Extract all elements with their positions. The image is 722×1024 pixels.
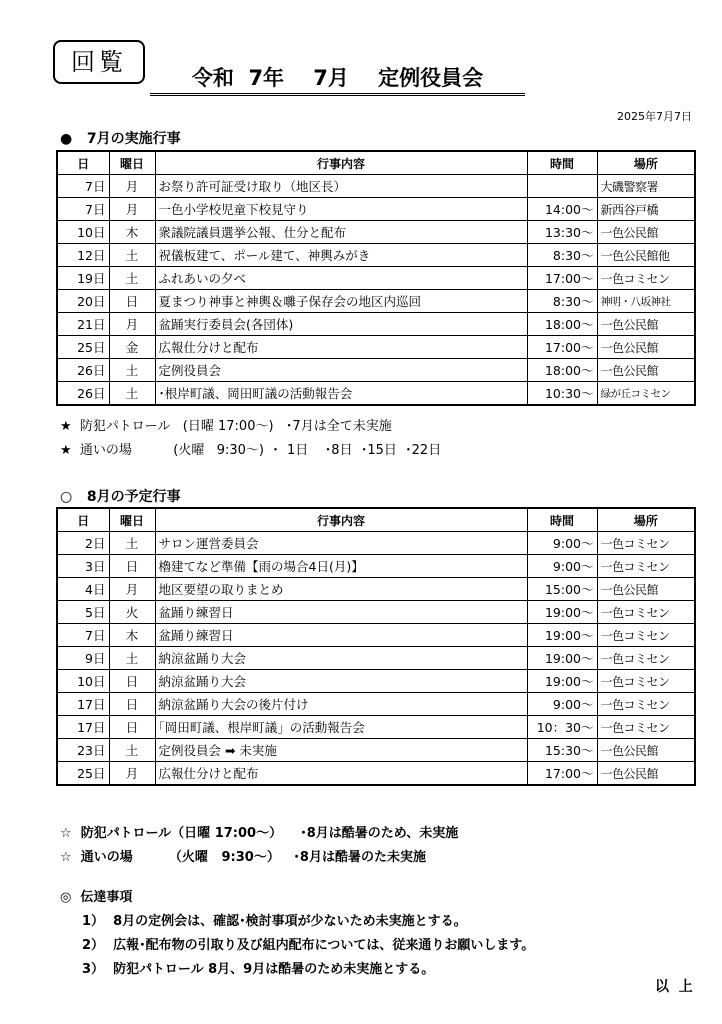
event-cell: お祭り許可証受け取り（地区長） <box>155 175 527 198</box>
event-cell: 地区要望の取りまとめ <box>155 578 527 601</box>
event-cell: 納涼盆踊り大会 <box>155 647 527 670</box>
col-header-day: 日 <box>57 508 109 532</box>
col-header-weekday: 曜日 <box>109 508 155 532</box>
place-cell: 一色コミセン <box>597 693 695 716</box>
day-cell: 7日 <box>57 624 109 647</box>
place-cell: 一色公民館 <box>597 739 695 762</box>
event-cell: ･根岸町議、岡田町議の活動報告会 <box>155 382 527 406</box>
weekday-cell: 月 <box>109 578 155 601</box>
time-cell: 18:00～ <box>527 313 597 336</box>
time-cell: 15:00～ <box>527 578 597 601</box>
time-cell: 13:30～ <box>527 221 597 244</box>
col-header-place: 場所 <box>597 508 695 532</box>
table-row <box>57 175 695 198</box>
place-cell: 緑が丘コミセン <box>597 382 695 406</box>
day-cell: 26日 <box>57 359 109 382</box>
event-cell: サロン運営委員会 <box>155 532 527 555</box>
place-cell: 大磯警察署 <box>597 175 695 198</box>
weekday-cell: 月 <box>109 198 155 221</box>
day-cell: 10日 <box>57 670 109 693</box>
weekday-cell: 土 <box>109 359 155 382</box>
day-cell: 17日 <box>57 693 109 716</box>
table-row <box>57 670 695 693</box>
kairan-stamp: 回覧 <box>53 40 145 84</box>
weekday-cell: 火 <box>109 601 155 624</box>
table-row <box>57 244 695 267</box>
col-header-weekday: 曜日 <box>109 151 155 175</box>
time-cell: 9:00～ <box>527 555 597 578</box>
notice-item-2: 2） 広報･配布物の引取り及び組内配布については、従来通りお願いします。 <box>82 938 535 953</box>
table-row <box>57 578 695 601</box>
table-row <box>57 624 695 647</box>
table-row <box>57 647 695 670</box>
table-row <box>57 532 695 555</box>
weekday-cell: 月 <box>109 313 155 336</box>
document-title: 令和 7年 7月 定例役員会 <box>150 60 525 96</box>
event-cell: 盆踊実行委員会(各団体) <box>155 313 527 336</box>
july-schedule-table <box>56 150 696 406</box>
weekday-cell: 日 <box>109 290 155 313</box>
table-row <box>57 601 695 624</box>
table-row <box>57 716 695 739</box>
day-cell: 26日 <box>57 382 109 406</box>
day-cell: 12日 <box>57 244 109 267</box>
event-cell: 盆踊り練習日 <box>155 624 527 647</box>
place-cell: 一色公民館 <box>597 359 695 382</box>
weekday-cell: 日 <box>109 716 155 739</box>
weekday-cell: 木 <box>109 221 155 244</box>
event-cell: 広報仕分けと配布 <box>155 762 527 786</box>
time-cell: 10:30～ <box>527 382 597 406</box>
time-cell: 17:00～ <box>527 267 597 290</box>
col-header-event: 行事内容 <box>155 508 527 532</box>
weekday-cell: 土 <box>109 267 155 290</box>
event-cell: 盆踊り練習日 <box>155 601 527 624</box>
table-header-row <box>57 508 695 532</box>
table-row <box>57 359 695 382</box>
place-cell: 一色コミセン <box>597 716 695 739</box>
event-cell: 広報仕分けと配布 <box>155 336 527 359</box>
place-cell: 新西谷戸橋 <box>597 198 695 221</box>
place-cell: 一色コミセン <box>597 647 695 670</box>
event-cell: 衆議院議員選挙公報、仕分と配布 <box>155 221 527 244</box>
notices-heading: ◎ 伝達事項 <box>60 890 133 905</box>
time-cell: 9:00～ <box>527 693 597 716</box>
table-header-row <box>57 151 695 175</box>
day-cell: 21日 <box>57 313 109 336</box>
weekday-cell: 土 <box>109 647 155 670</box>
table-row <box>57 762 695 786</box>
place-cell: 一色公民館 <box>597 762 695 786</box>
event-cell: 夏まつり神事と神輿＆囃子保存会の地区内巡回 <box>155 290 527 313</box>
august-schedule-table <box>56 507 696 786</box>
place-cell: 一色公民館他 <box>597 244 695 267</box>
time-cell: 17:00～ <box>527 762 597 786</box>
day-cell: 20日 <box>57 290 109 313</box>
table-row <box>57 693 695 716</box>
event-cell: 納涼盆踊り大会 <box>155 670 527 693</box>
weekday-cell: 月 <box>109 762 155 786</box>
closing-mark: 以 上 <box>655 979 693 995</box>
col-header-time: 時間 <box>527 508 597 532</box>
event-cell: 祝儀板建て、ポール建て、神輿みがき <box>155 244 527 267</box>
weekday-cell: 土 <box>109 739 155 762</box>
time-cell: 19:00～ <box>527 601 597 624</box>
weekday-cell: 月 <box>109 175 155 198</box>
august-note-patrol: ☆ 防犯パトロール（日曜 17:00～） ･8月は酷暑のため、未実施 <box>60 826 459 841</box>
event-cell: 納涼盆踊り大会の後片付け <box>155 693 527 716</box>
weekday-cell: 日 <box>109 555 155 578</box>
place-cell: 一色コミセン <box>597 670 695 693</box>
col-header-time: 時間 <box>527 151 597 175</box>
event-cell: 櫓建てなど準備【雨の場合4日(月)】 <box>155 555 527 578</box>
place-cell: 神明・八坂神社 <box>597 290 695 313</box>
time-cell: 19:00～ <box>527 670 597 693</box>
weekday-cell: 金 <box>109 336 155 359</box>
table-row <box>57 336 695 359</box>
place-cell: 一色コミセン <box>597 532 695 555</box>
event-cell: 一色小学校児童下校見守り <box>155 198 527 221</box>
august-note-kayoi: ☆ 通いの場 （火曜 9:30～） ･8月は酷暑のた未実施 <box>60 850 426 865</box>
place-cell: 一色公民館 <box>597 221 695 244</box>
place-cell: 一色公民館 <box>597 313 695 336</box>
notice-item-3: 3） 防犯パトロール 8月、9月は酷暑のため未実施とする。 <box>82 962 435 977</box>
day-cell: 10日 <box>57 221 109 244</box>
table-row <box>57 221 695 244</box>
weekday-cell: 日 <box>109 693 155 716</box>
time-cell: 8:30～ <box>527 244 597 267</box>
july-note-patrol: ★ 防犯パトロール (日曜 17:00～) ･7月は全て未実施 <box>60 419 392 434</box>
place-cell: 一色コミセン <box>597 601 695 624</box>
time-cell: 17:00～ <box>527 336 597 359</box>
table-row <box>57 267 695 290</box>
time-cell: 8:30～ <box>527 290 597 313</box>
weekday-cell: 土 <box>109 382 155 406</box>
day-cell: 5日 <box>57 601 109 624</box>
table-row <box>57 198 695 221</box>
day-cell: 7日 <box>57 198 109 221</box>
col-header-event: 行事内容 <box>155 151 527 175</box>
event-cell: ふれあいの夕べ <box>155 267 527 290</box>
place-cell: 一色コミセン <box>597 624 695 647</box>
weekday-cell: 土 <box>109 244 155 267</box>
day-cell: 25日 <box>57 762 109 786</box>
day-cell: 19日 <box>57 267 109 290</box>
time-cell: 15:30～ <box>527 739 597 762</box>
day-cell: 25日 <box>57 336 109 359</box>
notice-item-1: 1） 8月の定例会は、確認･検討事項が少ないため未実施とする。 <box>82 914 467 929</box>
day-cell: 7日 <box>57 175 109 198</box>
event-cell: 定例役員会 <box>155 359 527 382</box>
weekday-cell: 日 <box>109 670 155 693</box>
time-cell: 9:00～ <box>527 532 597 555</box>
day-cell: 4日 <box>57 578 109 601</box>
time-cell: 19:00～ <box>527 647 597 670</box>
time-cell: 18:00～ <box>527 359 597 382</box>
document-date: 2025年7月7日 <box>617 110 692 123</box>
place-cell: 一色コミセン <box>597 267 695 290</box>
day-cell: 2日 <box>57 532 109 555</box>
day-cell: 9日 <box>57 647 109 670</box>
col-header-day: 日 <box>57 151 109 175</box>
table-row <box>57 290 695 313</box>
event-cell: 定例役員会 ➡ 未実施 <box>155 739 527 762</box>
july-note-kayoi: ★ 通いの場 (火曜 9:30～) ･ 1日 ･8日 ･15日 ･22日 <box>60 443 442 458</box>
time-cell: 14:00～ <box>527 198 597 221</box>
weekday-cell: 木 <box>109 624 155 647</box>
place-cell: 一色公民館 <box>597 336 695 359</box>
time-cell <box>527 175 597 198</box>
place-cell: 一色公民館 <box>597 578 695 601</box>
event-cell: ｢岡田町議、根岸町議」の活動報告会 <box>155 716 527 739</box>
col-header-place: 場所 <box>597 151 695 175</box>
july-heading: ● 7月の実施行事 <box>60 131 181 147</box>
august-heading: ○ 8月の予定行事 <box>60 489 181 505</box>
table-row <box>57 555 695 578</box>
day-cell: 3日 <box>57 555 109 578</box>
weekday-cell: 土 <box>109 532 155 555</box>
table-row <box>57 739 695 762</box>
day-cell: 17日 <box>57 716 109 739</box>
time-cell: 19:00～ <box>527 624 597 647</box>
day-cell: 23日 <box>57 739 109 762</box>
table-row <box>57 382 695 406</box>
place-cell: 一色コミセン <box>597 555 695 578</box>
time-cell: 10：30～ <box>527 716 597 739</box>
table-row <box>57 313 695 336</box>
